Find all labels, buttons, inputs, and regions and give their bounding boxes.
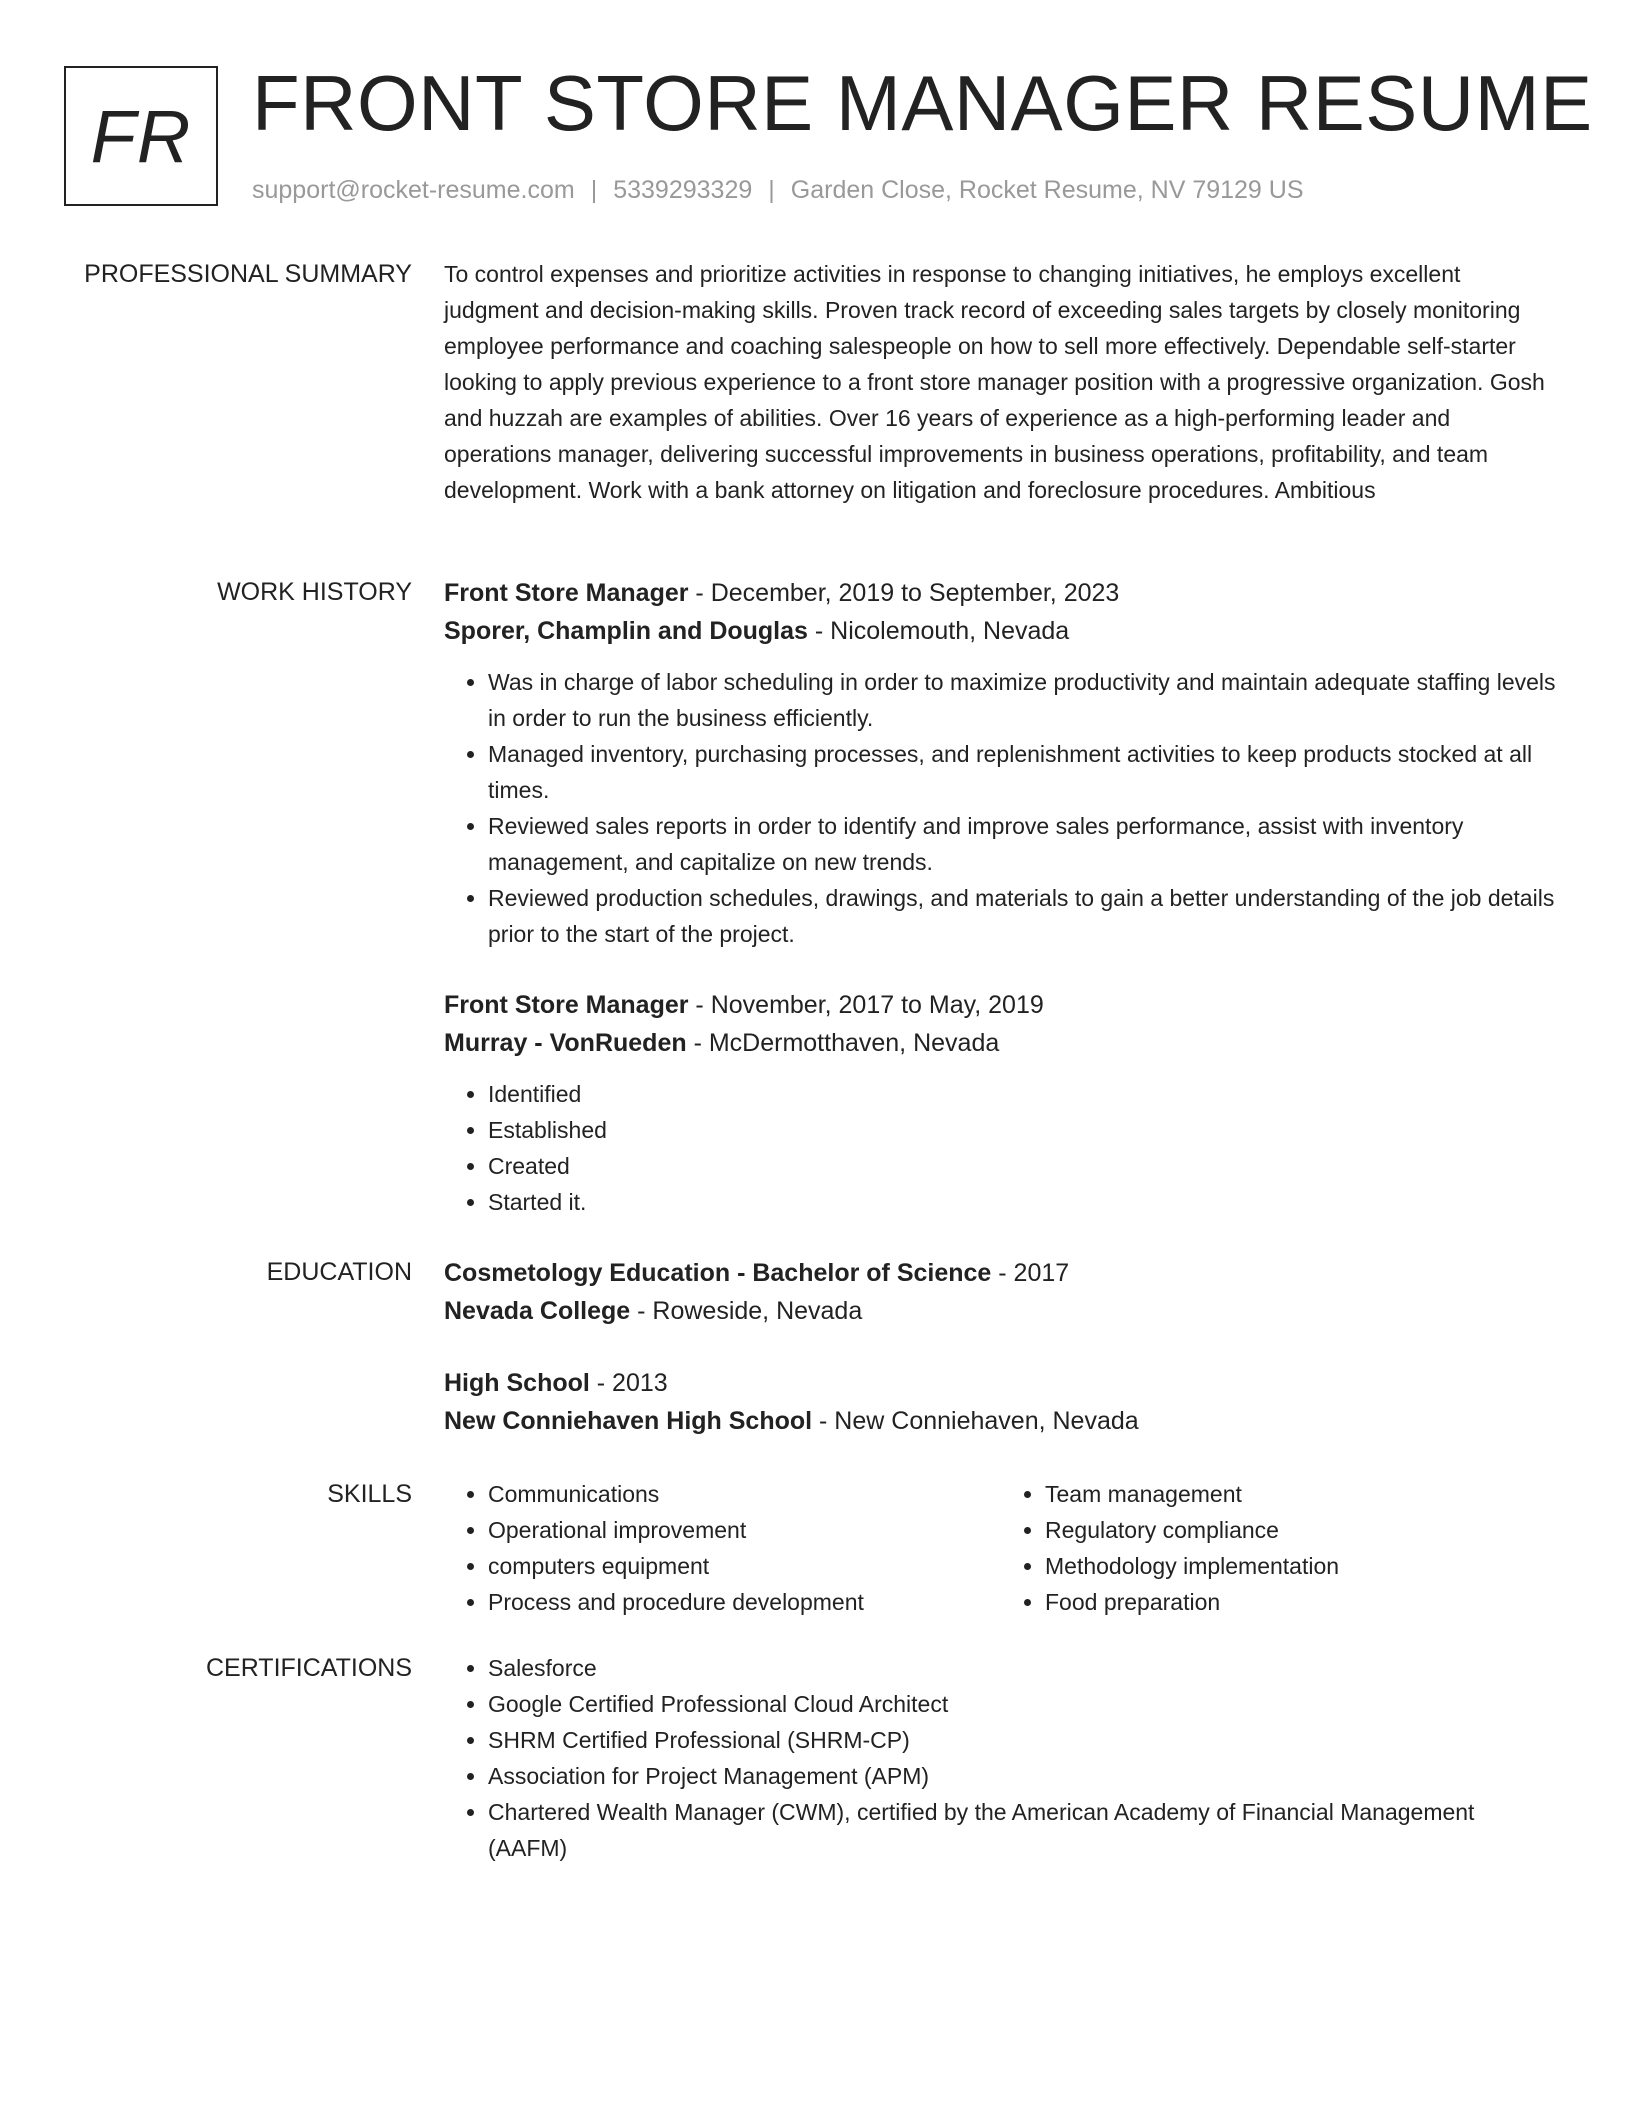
section-heading: WORK HISTORY bbox=[217, 578, 412, 606]
skill-item: • Team management bbox=[1045, 1476, 1558, 1512]
job-title: Front Store Manager bbox=[444, 579, 689, 607]
section-heading: PROFESSIONAL SUMMARY bbox=[84, 260, 412, 288]
job-company: Sporer, Champlin and Douglas bbox=[444, 617, 808, 645]
certification-item: • Chartered Wealth Manager (CWM), certified by the American Academy of Financial Management (AAFM) bbox=[488, 1794, 1558, 1866]
school-name: Nevada College bbox=[444, 1297, 631, 1325]
skill-item: • Regulatory compliance bbox=[1045, 1512, 1558, 1548]
skills-list-right bbox=[1001, 1476, 1558, 1620]
job-company-line bbox=[444, 1024, 1558, 1062]
certification-item: • Association for Project Management (APM) bbox=[488, 1758, 1558, 1794]
skill-item: • Methodology implementation bbox=[1045, 1548, 1558, 1584]
job-title-line bbox=[444, 986, 1558, 1024]
list-item: • Created bbox=[488, 1148, 1558, 1184]
education-entry bbox=[444, 1364, 1558, 1440]
certification-item: • Google Certified Professional Cloud Architect bbox=[488, 1686, 1558, 1722]
skill-item: • Communications bbox=[488, 1476, 1001, 1512]
job-dates: - November, 2017 to May, 2019 bbox=[688, 991, 1044, 1019]
contact-email: support@rocket-resume.com bbox=[252, 176, 575, 204]
job-company-line bbox=[444, 612, 1558, 650]
skills-list-left bbox=[444, 1476, 1001, 1620]
contact-address: Garden Close, Rocket Resume, NV 79129 US bbox=[790, 176, 1304, 204]
certification-item: • SHRM Certified Professional (SHRM-CP) bbox=[488, 1722, 1558, 1758]
job-location: - McDermotthaven, Nevada bbox=[686, 1029, 1000, 1057]
job-entry bbox=[444, 574, 1558, 952]
list-item: • Was in charge of labor scheduling in order to maximize productivity and maintain adequate staffing levels in order to run the business efficiently. bbox=[488, 664, 1558, 736]
education-body bbox=[444, 1254, 1558, 1440]
job-title: Front Store Manager bbox=[444, 991, 689, 1019]
education-entry bbox=[444, 1254, 1558, 1330]
summary-text: To control expenses and prioritize activities in response to changing initiatives, he employs excellent judgment and decision-making skills. Proven track record of exceeding sales targets by closely monitoring employee performance and coaching salespeople on how to sell more effectively. Dependable self-starter looking to apply previous experience to a front store manager position with a progressive organization. Gosh and huzzah are examples of abilities. Over 16 years of experience as a high-performing leader and operations manager, delivering successful improvements in business operations, profitability, and team development. Work with a bank attorney on litigation and foreclosure procedures. Ambitious bbox=[444, 261, 1545, 503]
contact-separator: | bbox=[768, 176, 775, 204]
section-heading: EDUCATION bbox=[266, 1258, 412, 1286]
job-title-line bbox=[444, 574, 1558, 612]
contact-phone: 5339293329 bbox=[613, 176, 753, 204]
job-bullets bbox=[444, 664, 1558, 952]
degree-name: Cosmetology Education - Bachelor of Science bbox=[444, 1259, 992, 1287]
skill-item: • Food preparation bbox=[1045, 1584, 1558, 1620]
certifications-body bbox=[444, 1650, 1558, 1866]
skill-item: • Process and procedure development bbox=[488, 1584, 1001, 1620]
school-line bbox=[444, 1292, 1558, 1330]
list-item: • Managed inventory, purchasing processes, and replenishment activities to keep products stocked at all times. bbox=[488, 736, 1558, 808]
school-line bbox=[444, 1402, 1558, 1440]
certification-item: • Salesforce bbox=[488, 1650, 1558, 1686]
list-item: • Established bbox=[488, 1112, 1558, 1148]
page-title: FRONT STORE MANAGER RESUME bbox=[252, 59, 1593, 147]
section-heading: SKILLS bbox=[327, 1480, 412, 1508]
job-dates: - December, 2019 to September, 2023 bbox=[688, 579, 1120, 607]
list-item: • Identified bbox=[488, 1076, 1558, 1112]
contact-line bbox=[252, 174, 1304, 206]
degree-year: - 2017 bbox=[991, 1259, 1070, 1287]
list-item: • Reviewed sales reports in order to identify and improve sales performance, assist with inventory management, and capitalize on new trends. bbox=[488, 808, 1558, 880]
monogram-logo: FR bbox=[64, 66, 218, 206]
certifications-list bbox=[444, 1650, 1558, 1866]
degree-year: - 2013 bbox=[589, 1369, 668, 1397]
degree-line bbox=[444, 1254, 1558, 1292]
degree-line bbox=[444, 1364, 1558, 1402]
list-item: • Started it. bbox=[488, 1184, 1558, 1220]
job-entry bbox=[444, 986, 1558, 1220]
school-location: - New Conniehaven, Nevada bbox=[812, 1407, 1139, 1435]
job-location: - Nicolemouth, Nevada bbox=[807, 617, 1070, 645]
skills-grid bbox=[444, 1476, 1558, 1620]
degree-name: High School bbox=[444, 1369, 590, 1397]
job-bullets bbox=[444, 1076, 1558, 1220]
list-item: • Reviewed production schedules, drawings, and materials to gain a better understanding of the job details prior to the start of the project. bbox=[488, 880, 1558, 952]
skill-item: • Operational improvement bbox=[488, 1512, 1001, 1548]
skills-body bbox=[444, 1476, 1558, 1620]
contact-separator: | bbox=[590, 176, 598, 204]
school-name: New Conniehaven High School bbox=[444, 1407, 813, 1435]
job-company: Murray - VonRueden bbox=[444, 1029, 687, 1057]
summary-body bbox=[444, 256, 1558, 508]
section-heading: CERTIFICATIONS bbox=[205, 1654, 412, 1682]
work-history-body bbox=[444, 574, 1558, 1220]
school-location: - Roweside, Nevada bbox=[630, 1297, 863, 1325]
skill-item: • computers equipment bbox=[488, 1548, 1001, 1584]
